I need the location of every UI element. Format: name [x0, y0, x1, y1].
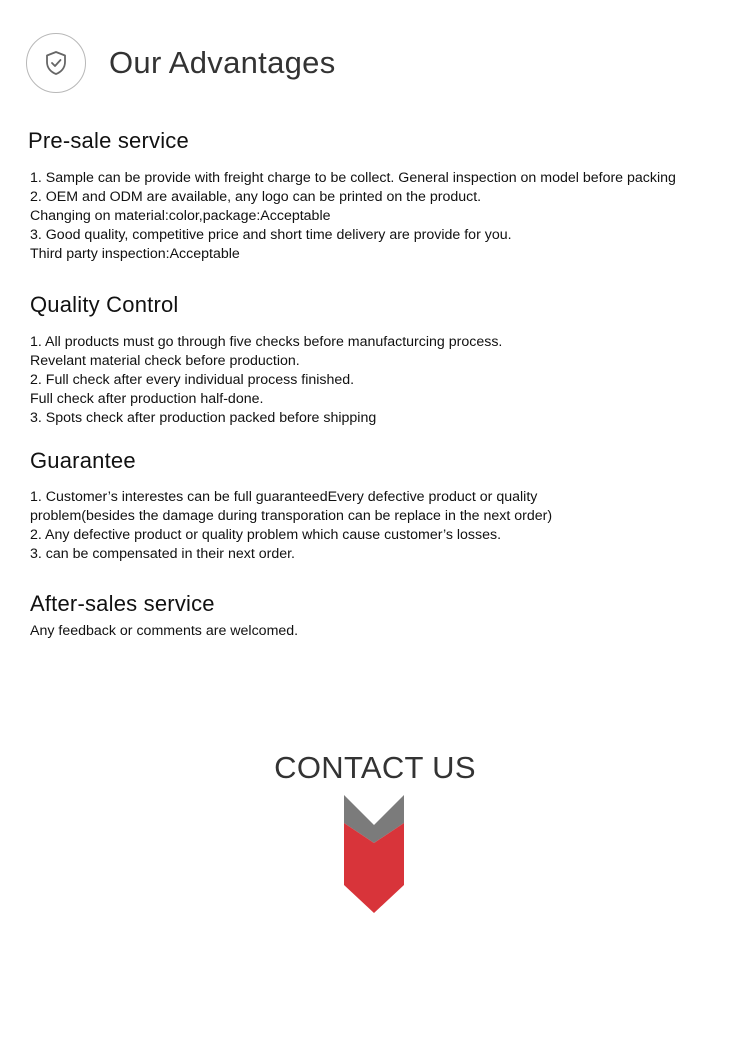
shield-check-icon — [44, 50, 68, 76]
body-line: 1. Customer’s interestes can be full guaranteedEvery defective product or quality — [30, 489, 538, 505]
body-line: Changing on material:color,package:Acceptable — [30, 208, 331, 224]
section-heading: After-sales service — [30, 591, 215, 616]
body-line: 2. OEM and ODM are available, any logo can be printed on the product. — [30, 189, 482, 205]
section-heading: Pre-sale service — [28, 128, 189, 153]
section-body — [30, 622, 730, 641]
page-title: Our Advantages — [109, 45, 336, 80]
chevron-down-arrow-icon — [344, 795, 404, 915]
body-line: 1. Sample can be provide with freight charge to be collect. General inspection on model before packing — [30, 170, 676, 186]
body-line: Revelant material check before production. — [30, 353, 300, 369]
body-line: 3. Spots check after production packed before shipping — [30, 410, 377, 426]
section-body — [28, 169, 728, 264]
body-line: 1. All products must go through five checks before manufacturcing process. — [30, 334, 503, 350]
section-body — [30, 333, 730, 428]
section-after-sales — [30, 590, 730, 641]
shield-badge — [26, 33, 86, 93]
body-line: Third party inspection:Acceptable — [30, 246, 240, 262]
section-quality-control — [30, 291, 730, 428]
section-heading: Quality Control — [30, 292, 179, 317]
body-line: Any feedback or comments are welcomed. — [30, 623, 299, 639]
body-line: 3. can be compensated in their next order. — [30, 546, 295, 562]
section-heading: Guarantee — [30, 448, 136, 473]
section-body — [30, 488, 730, 564]
body-line: 2. Full check after every individual process finished. — [30, 372, 355, 388]
section-guarantee — [30, 447, 730, 564]
page-header — [26, 32, 336, 94]
body-line: 2. Any defective product or quality problem which cause customer’s losses. — [30, 527, 502, 543]
body-line: Full check after production half-done. — [30, 391, 264, 407]
body-line: 3. Good quality, competitive price and short time delivery are provide for you. — [30, 227, 512, 243]
contact-us-title: CONTACT US — [274, 750, 476, 785]
section-pre-sale — [28, 127, 728, 264]
body-line: problem(besides the damage during transporation can be replace in the next order) — [30, 508, 553, 524]
